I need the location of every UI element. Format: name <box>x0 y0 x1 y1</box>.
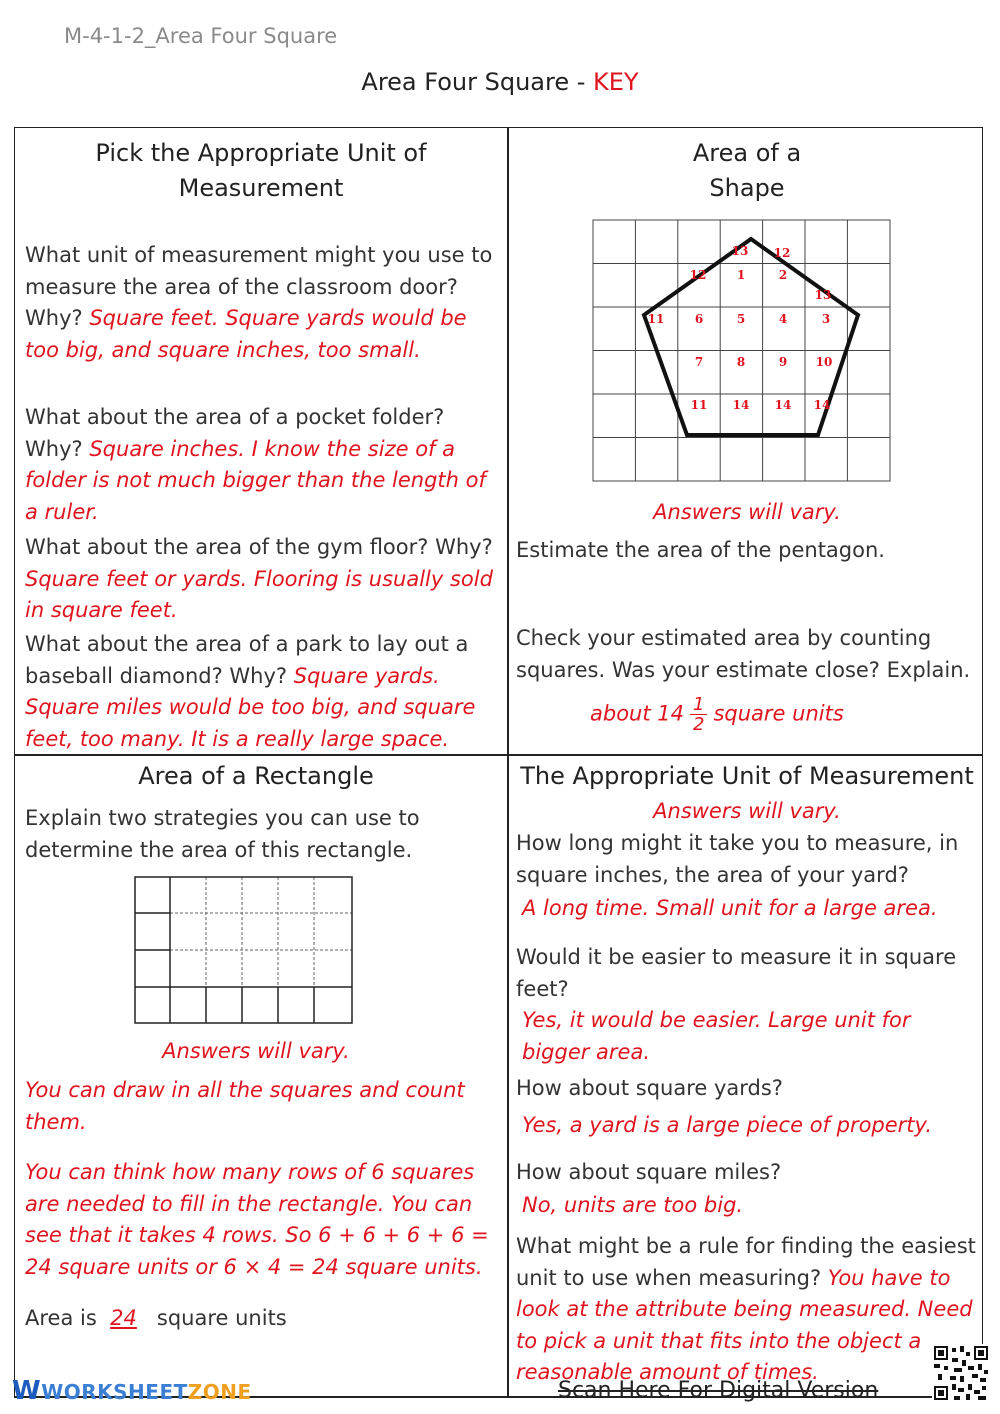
q3-answer-1: You can draw in all the squares and count them. <box>25 1078 465 1134</box>
vertical-divider <box>507 127 509 1397</box>
q4-answer-b: Yes, it would be easier. Large unit for bigger area. <box>522 1008 911 1064</box>
page-title: Area Four Square - KEY <box>361 68 639 96</box>
grid-number: 5 <box>736 312 746 326</box>
logo-w-icon: W <box>12 1376 42 1406</box>
grid-number: 13 <box>731 244 749 258</box>
q3-answers-vary: Answers will vary. <box>162 1039 350 1063</box>
qr-code-icon[interactable] <box>932 1344 990 1402</box>
q1-question-b: What about the area of a pocket folder? Why? Square inches. I know the size of a folder is not much bigger than the length of a ruler. <box>25 405 486 524</box>
q4-question-a: How long might it take you to measure, in square inches, the area of your yard? <box>516 831 959 887</box>
grid-number: 14 <box>774 398 792 412</box>
grid-number: 11 <box>647 312 665 326</box>
q4-answer-a: A long time. Small unit for a large area. <box>522 896 938 920</box>
grid-number: 8 <box>736 355 746 369</box>
q4-question-b: Would it be easier to measure it in square feet? <box>516 945 957 1001</box>
q1-question-c: What about the area of the gym floor? Why? Square feet or yards. Flooring is usually sold in square feet. <box>25 535 493 622</box>
q3-heading: Area of a Rectangle <box>138 762 374 790</box>
q4-answers-vary: Answers will vary. <box>653 799 841 823</box>
worksheetzone-logo[interactable]: WWORKSHEETZONE <box>12 1376 252 1406</box>
q3-area-value: 24 <box>110 1306 137 1330</box>
q1-question-a: What unit of measurement might you use to measure the area of the classroom door? Why? Square feet. Square yards would be too big, and square inches, too small. <box>25 243 493 362</box>
grid-number: 9 <box>778 355 788 369</box>
q1-heading: Pick the Appropriate Unit of Measurement <box>95 139 427 202</box>
grid-number: 4 <box>778 312 788 326</box>
q1-answer-b: Square inches. I know the size of a folder is not much bigger than the length of a ruler. <box>25 436 486 524</box>
q1-answer-a: Square feet. Square yards would be too big, and square inches, too small. <box>25 306 467 362</box>
grid-number: 10 <box>815 355 833 369</box>
q4-answer-e: You have to look at the attribute being measured. Need to pick a unit that fits into the object a reasonable amount of times. <box>516 1265 973 1384</box>
q3-area-line: Area is 24 square units <box>25 1306 287 1330</box>
grid-number: 14 <box>732 398 750 412</box>
grid-number: 6 <box>694 312 704 326</box>
q2-estimate-question: Estimate the area of the pentagon. <box>516 538 885 562</box>
document-id: M-4-1-2_Area Four Square <box>64 24 338 48</box>
grid-number: 3 <box>821 312 831 326</box>
q2-answer: about 14 $\frac{1}{2}$ square units <box>590 694 844 735</box>
grid-number: 12 <box>773 246 791 260</box>
grid-number: 13 <box>814 288 832 302</box>
q4-answer-d: No, units are too big. <box>522 1193 744 1217</box>
grid-number: 14 <box>813 398 831 412</box>
q1-answer-c: Square feet or yards. Flooring is usually sold in square feet. <box>25 566 493 622</box>
q4-question-c: How about square yards? <box>516 1076 783 1100</box>
grid-number: 11 <box>690 398 708 412</box>
q3-prompt: Explain two strategies you can use to determine the area of this rectangle. <box>25 806 420 862</box>
q1-question-d: What about the area of a park to lay out a baseball diamond? Why? Square yards. Square miles would be too big, and square feet, too many. It is a really large space. <box>25 632 476 751</box>
q1-answer-d: Square yards. Square miles would be too big, and square feet, too many. It is a really large space. <box>25 663 476 751</box>
q2-answers-vary: Answers will vary. <box>653 500 841 524</box>
grid-number: 7 <box>694 355 704 369</box>
q2-check-question: Check your estimated area by counting squares. Was your estimate close? Explain. <box>516 626 971 682</box>
q4-question-d: How about square miles? <box>516 1160 782 1184</box>
pentagon-grid-figure <box>592 219 892 483</box>
grid-number: 2 <box>778 268 788 282</box>
q4-heading: The Appropriate Unit of Measurement <box>520 762 974 790</box>
grid-number: 12 <box>689 268 707 282</box>
q3-answer-2: You can think how many rows of 6 squares are needed to fill in the rectangle. You can see that it takes 4 rows. So 6 + 6 + 6 + 6 = 24 square units or 6 × 4 = 24 square units. <box>25 1160 489 1279</box>
q4-answer-c: Yes, a yard is a large piece of property. <box>522 1113 933 1137</box>
q2-heading: Area of a Shape <box>692 139 802 202</box>
rectangle-grid-figure <box>134 876 356 1026</box>
grid-number: 1 <box>736 268 746 282</box>
q4-question-e: What might be a rule for finding the easiest unit to use when measuring? You have to look at the attribute being measured. Need to pick a unit that fits into the object a reasonable amount of times. <box>516 1234 976 1384</box>
scan-text: Scan Here For Digital Version <box>558 1378 879 1403</box>
key-label: KEY <box>593 68 639 96</box>
fraction-one-half: $\frac{1}{2}$ <box>690 695 707 734</box>
